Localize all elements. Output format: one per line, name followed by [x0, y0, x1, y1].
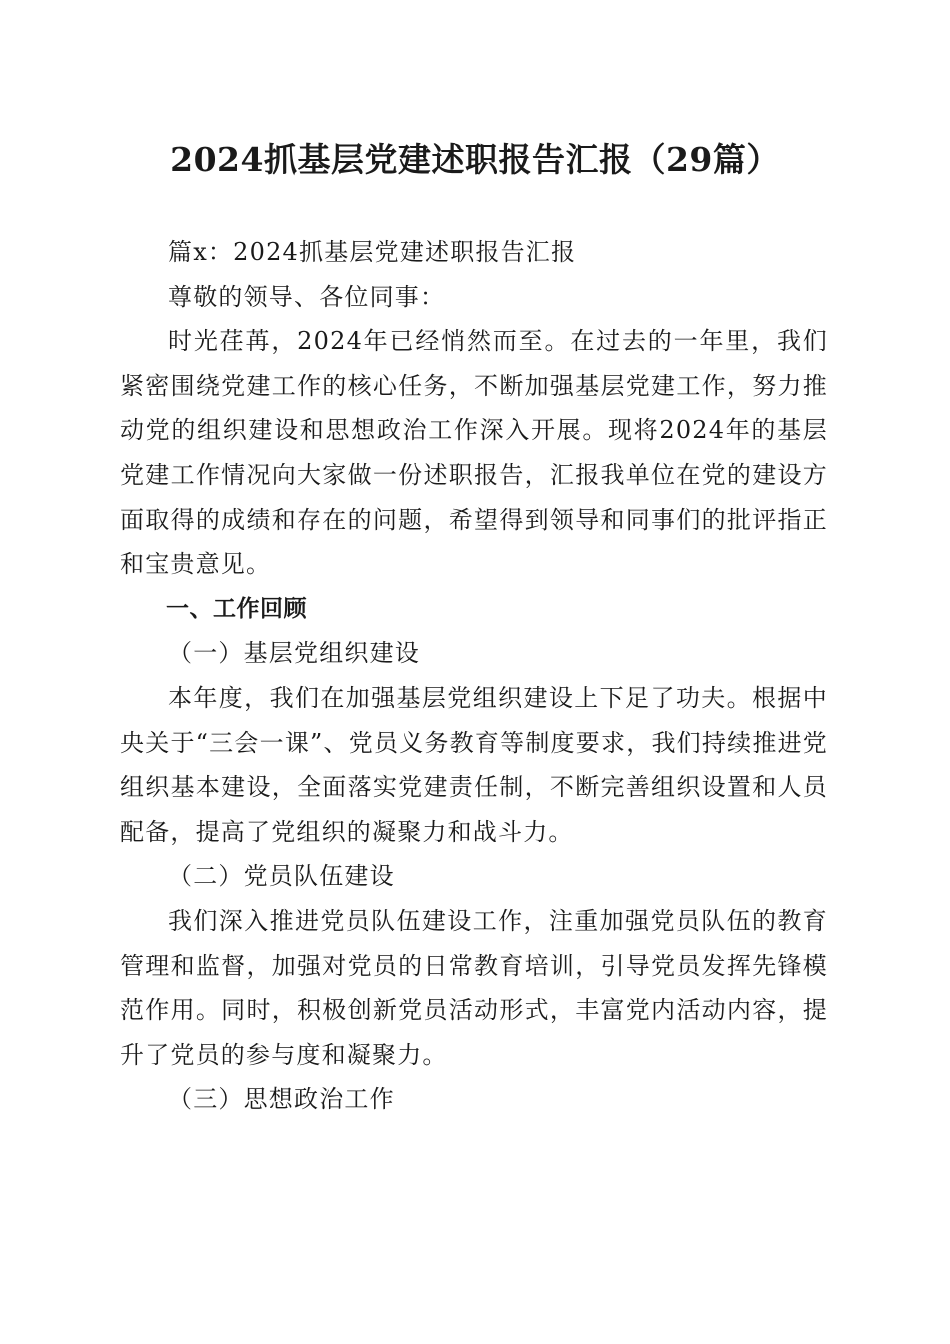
subsection-heading-members: （二）党员队伍建设 [168, 862, 395, 891]
document-body [120, 230, 828, 1122]
org-paragraph: 本年度，我们在加强基层党组织建设上下足了功夫。根据中央关于“三会一课”、党员义务教育等制度要求，我们持续推进党组织基本建设，全面落实党建责任制，不断完善组织设置和人员配备，提高了党组织的凝聚力和战斗力。 [120, 683, 828, 846]
subsection-heading-ideology: （三）思想政治工作 [168, 1085, 395, 1114]
section-heading-review: 一、工作回顾 [166, 595, 307, 622]
intro-paragraph: 时光荏苒，2024年已经悄然而至。在过去的一年里，我们紧密围绕党建工作的核心任务，不断加强基层党建工作，努力推动党的组织建设和思想政治工作深入开展。现将2024年的基层党建工作情况向大家做一份述职报告，汇报我单位在党的建设方面取得的成绩和存在的问题，希望得到领导和同事们的批评指正和宝贵意见。 [120, 327, 828, 579]
salutation: 尊敬的领导、各位同事： [168, 282, 446, 311]
subsection-heading-org: （一）基层党组织建设 [168, 639, 420, 668]
chapter-label: 篇x：2024抓基层党建述职报告汇报 [168, 238, 577, 266]
members-paragraph: 我们深入推进党员队伍建设工作，注重加强党员队伍的教育管理和监督，加强对党员的日常教育培训，引导党员发挥先锋模范作用。同时，积极创新党员活动形式，丰富党内活动内容，提升了党员的参与度和凝聚力。 [120, 906, 828, 1069]
document-title: 2024抓基层党建述职报告汇报（29篇） [170, 140, 780, 179]
